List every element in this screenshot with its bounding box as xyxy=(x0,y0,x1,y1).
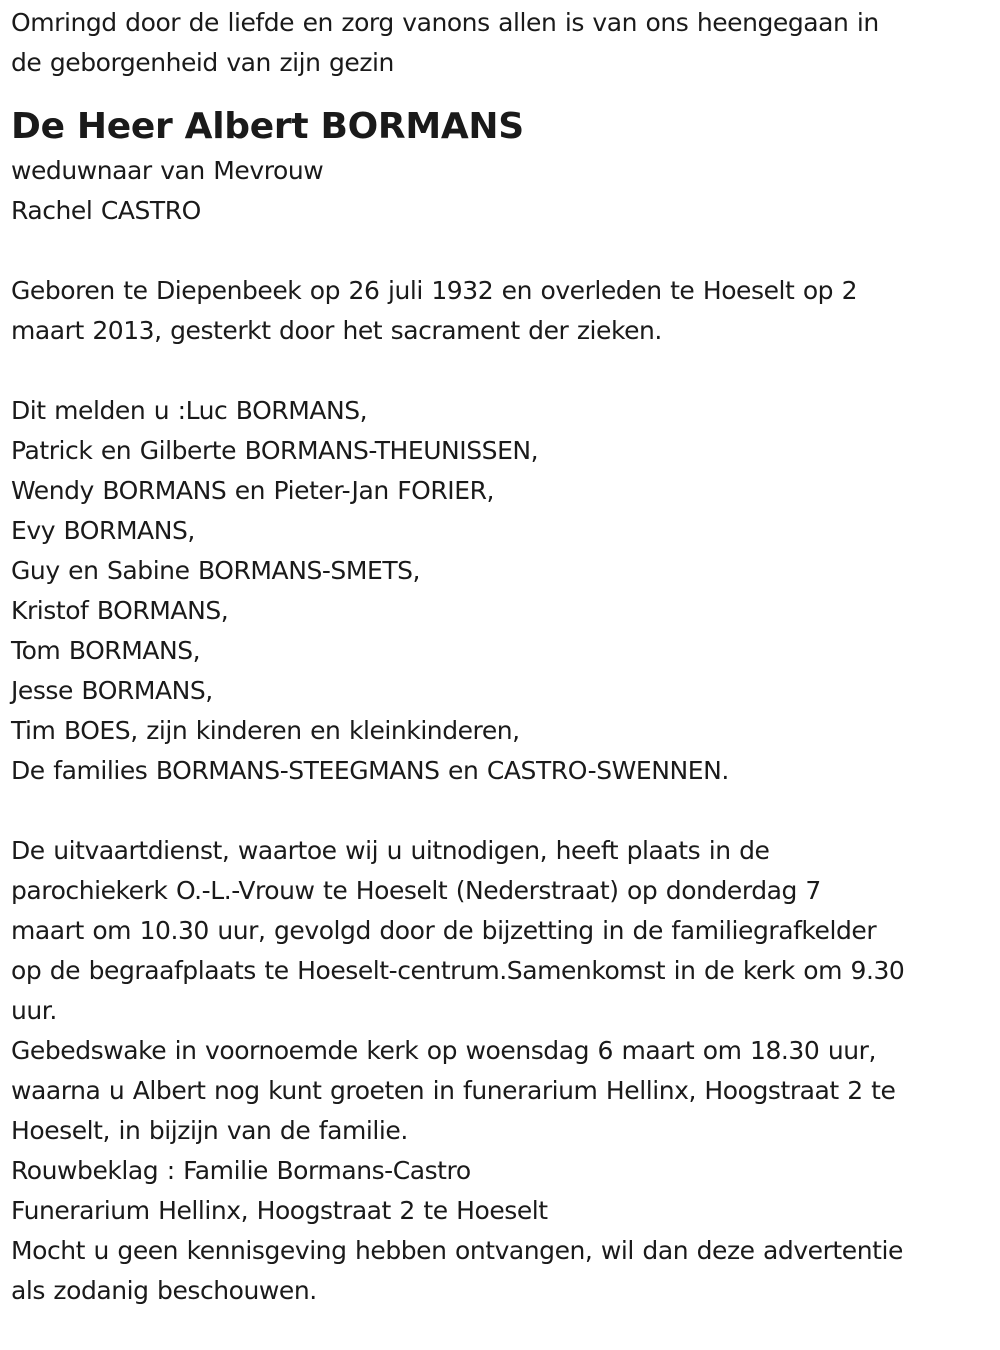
service-paragraph xyxy=(11,831,995,1311)
spouse-line: weduwnaar van Mevrouw xyxy=(11,156,324,185)
spouse-line: Rachel CASTRO xyxy=(11,196,201,225)
birth-death-line: maart 2013, gesterkt door het sacrament der zieken. xyxy=(11,316,662,345)
service-line: Hoeselt, in bijzijn van de familie. xyxy=(11,1116,408,1145)
service-line: Mocht u geen kennisgeving hebben ontvangen, wil dan deze advertentie xyxy=(11,1236,903,1265)
family-line: Patrick en Gilberte BORMANS-THEUNISSEN, xyxy=(11,436,539,465)
service-line: waarna u Albert nog kunt groeten in funerarium Hellinx, Hoogstraat 2 te xyxy=(11,1076,896,1105)
service-line: Funerarium Hellinx, Hoogstraat 2 te Hoeselt xyxy=(11,1196,548,1225)
paragraph-spacer xyxy=(11,351,995,391)
birth-death-paragraph xyxy=(11,271,995,351)
obituary-notice xyxy=(11,3,995,1311)
intro-line: Omringd door de liefde en zorg vanons allen is van ons heengegaan in xyxy=(11,8,879,37)
service-line: op de begraafplaats te Hoeselt-centrum.Samenkomst in de kerk om 9.30 xyxy=(11,956,905,985)
service-line: als zodanig beschouwen. xyxy=(11,1276,317,1305)
family-line: Guy en Sabine BORMANS-SMETS, xyxy=(11,556,421,585)
family-line: De families BORMANS-STEEGMANS en CASTRO-SWENNEN. xyxy=(11,756,729,785)
service-line: parochiekerk O.-L.-Vrouw te Hoeselt (Nederstraat) op donderdag 7 xyxy=(11,876,821,905)
family-line: Evy BORMANS, xyxy=(11,516,195,545)
service-line: uur. xyxy=(11,996,57,1025)
family-line: Wendy BORMANS en Pieter-Jan FORIER, xyxy=(11,476,494,505)
deceased-name: De Heer Albert BORMANS xyxy=(11,106,524,147)
family-line: Kristof BORMANS, xyxy=(11,596,229,625)
family-list xyxy=(11,391,995,791)
service-line: De uitvaartdienst, waartoe wij u uitnodigen, heeft plaats in de xyxy=(11,836,770,865)
service-line: maart om 10.30 uur, gevolgd door de bijzetting in de familiegrafkelder xyxy=(11,916,877,945)
family-line: Tom BORMANS, xyxy=(11,636,201,665)
family-line: Dit melden u :Luc BORMANS, xyxy=(11,396,368,425)
birth-death-line: Geboren te Diepenbeek op 26 juli 1932 en overleden te Hoeselt op 2 xyxy=(11,276,858,305)
family-line: Jesse BORMANS, xyxy=(11,676,213,705)
intro-paragraph xyxy=(11,3,995,83)
paragraph-spacer xyxy=(11,231,995,271)
paragraph-spacer xyxy=(11,791,995,831)
intro-line: de geborgenheid van zijn gezin xyxy=(11,48,394,77)
family-line: Tim BOES, zijn kinderen en kleinkinderen, xyxy=(11,716,520,745)
spouse-paragraph xyxy=(11,151,995,231)
service-line: Gebedswake in voornoemde kerk op woensdag 6 maart om 18.30 uur, xyxy=(11,1036,876,1065)
service-line: Rouwbeklag : Familie Bormans-Castro xyxy=(11,1156,471,1185)
